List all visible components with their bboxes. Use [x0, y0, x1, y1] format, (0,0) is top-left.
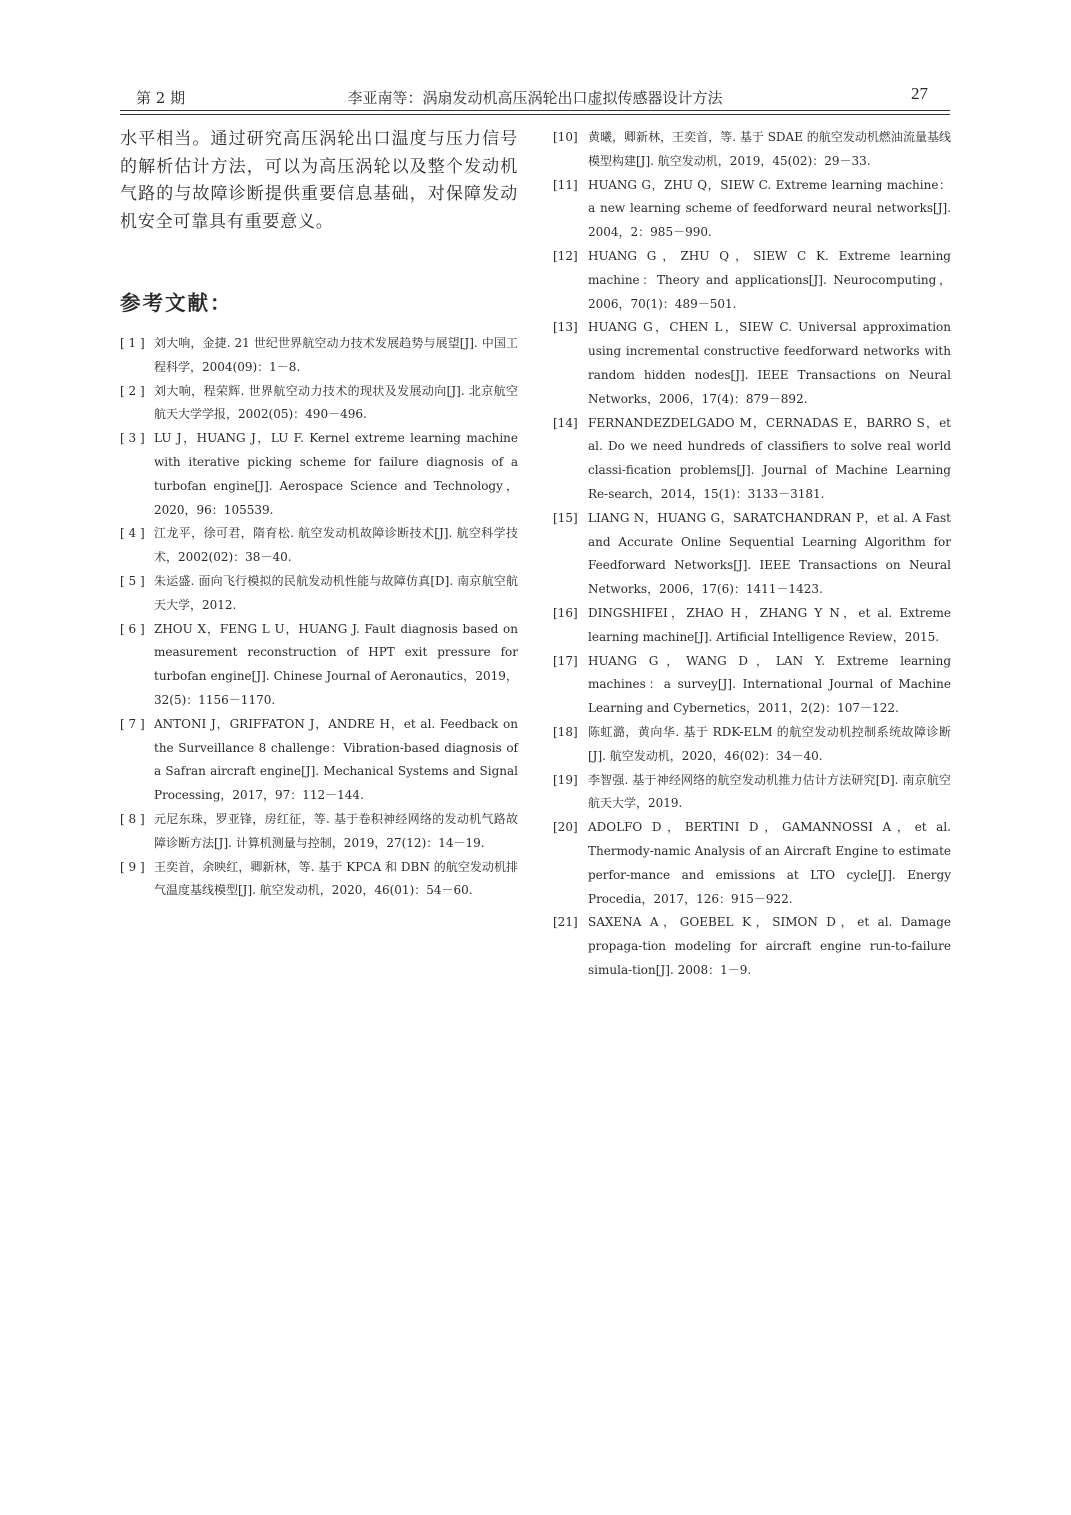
- reference-number: [12]: [553, 248, 578, 263]
- right-column: [553, 126, 951, 983]
- reference-item: [553, 507, 951, 602]
- reference-item: [120, 808, 518, 856]
- reference-number: [ 4 ]: [120, 526, 145, 541]
- reference-text: SAXENA A，GOEBEL K，SIMON D，et al. Damage propaga-tion modeling for aircraft engine run-to-failure simula-tion[J]. 2008：1－9.: [588, 915, 951, 977]
- reference-text: HUANG G，ZHU Q，SIEW C. Extreme learning machine：a new learning scheme of feedforward neural networks[J]. 2004，2：985－990.: [588, 177, 951, 240]
- issue-label: 第 2 期: [136, 89, 186, 107]
- reference-text: 刘大响，程荣辉. 世界航空动力技术的现状及发展动向[J]. 北京航空航天大学学报，2002(05)：490－496.: [154, 383, 518, 422]
- reference-text: 陈虹潞，黄向华. 基于 RDK-ELM 的航空发动机控制系统故障诊断[J]. 航空发动机，2020，46(02)：34－40.: [588, 724, 951, 763]
- reference-text: 王奕首，余映红，卿新林，等. 基于 KPCA 和 DBN 的航空发动机排气温度基线模型[J]. 航空发动机，2020，46(01)：54－60.: [154, 859, 518, 898]
- reference-number: [17]: [553, 653, 578, 668]
- reference-text: HUANG G，WANG D，LAN Y. Extreme learning machines：a survey[J]. International Journal of Machine Learning and Cybernetics，2011，2(2)：107－122.: [588, 653, 951, 716]
- header-rule-thick: [120, 110, 950, 111]
- reference-item: [553, 316, 951, 411]
- header-rule-thin: [120, 114, 950, 115]
- reference-item: [553, 174, 951, 245]
- reference-item: [553, 911, 951, 982]
- page-number: 27: [911, 84, 928, 103]
- references-heading: 参考文献：: [120, 291, 233, 315]
- reference-text: ADOLFO D，BERTINI D，GAMANNOSSI A，et al. Thermody-namic Analysis of an Aircraft Engine to estimate perfor-mance and emissions at LTO cycle[J]. Energy Procedia，2017，126：915－922.: [588, 820, 951, 906]
- reference-number: [ 1 ]: [120, 336, 145, 350]
- reference-item: [553, 602, 951, 650]
- reference-number: [20]: [553, 820, 578, 835]
- reference-item: [120, 427, 518, 522]
- reference-text: ZHOU X，FENG L U，HUANG J. Fault diagnosis based on measurement reconstruction of HPT exit pressure for turbofan engine[J]. Chinese Journal of Aeronautics，2019，32(5)：1156－1170.: [154, 621, 518, 707]
- reference-text: LU J，HUANG J，LU F. Kernel extreme learning machine with iterative picking scheme for failure diagnosis of a turbofan engine[J]. Aerospace Science and Technology，2020，96：105539.: [154, 431, 518, 517]
- reference-number: [13]: [553, 320, 578, 335]
- reference-text: FERNANDEZDELGADO M，CERNADAS E，BARRO S，et al. Do we need hundreds of classifiers to solve real world classi-fication problems[J]. Journal of Machine Learning Re-search，2014，15(1)：3133－3181.: [588, 415, 951, 501]
- reference-item: [553, 721, 951, 769]
- reference-item: [120, 618, 518, 713]
- reference-text: 李智强. 基于神经网络的航空发动机推力估计方法研究[D]. 南京航空航天大学，2019.: [588, 772, 951, 811]
- reference-text: LIANG N，HUANG G，SARATCHANDRAN P，et al. A Fast and Accurate Online Sequential Learning Algorithm for Feedforward Networks[J]. IEEE Transactions on Neural Networks，2006，17(6)：1411－1423.: [588, 510, 951, 597]
- references-list-right: [553, 126, 951, 983]
- reference-number: [ 5 ]: [120, 573, 145, 588]
- reference-number: [ 8 ]: [120, 811, 145, 826]
- reference-text: 朱运盛. 面向飞行模拟的民航发动机性能与故障仿真[D]. 南京航空航天大学，2012.: [154, 573, 518, 612]
- reference-number: [ 7 ]: [120, 716, 145, 731]
- reference-item: [120, 856, 518, 904]
- running-title: 李亚南等：涡扇发动机高压涡轮出口虚拟传感器设计方法: [347, 89, 723, 107]
- reference-number: [ 9 ]: [120, 859, 145, 874]
- reference-item: [553, 412, 951, 507]
- reference-item: [120, 522, 518, 570]
- reference-item: [120, 332, 518, 380]
- reference-text: ANTONI J，GRIFFATON J，ANDRE H，et al. Feedback on the Surveillance 8 challenge：Vibration-based diagnosis of a Safran aircraft engine[J]. Mechanical Systems and Signal Processing，2017，97：112－144.: [154, 716, 518, 803]
- reference-text: HUANG G，ZHU Q，SIEW C K. Extreme learning machine：Theory and applications[J]. Neurocomputing，2006，70(1)：489－501.: [588, 248, 951, 311]
- reference-item: [120, 713, 518, 808]
- reference-text: 黄曦，卿新林，王奕首，等. 基于 SDAE 的航空发动机燃油流量基线模型构建[J]. 航空发动机，2019，45(02)：29－33.: [588, 130, 951, 168]
- reference-number: [14]: [553, 415, 578, 430]
- reference-text: 江龙平，徐可君，隋育松. 航空发动机故障诊断技术[J]. 航空科学技术，2002(02)：38－40.: [154, 526, 518, 565]
- body-paragraph: 水平相当。通过研究高压涡轮出口温度与压力信号的解析估计方法，可以为高压涡轮以及整个发动机气路的与故障诊断提供重要信息基础，对保障发动机安全可靠具有重要意义。: [120, 129, 518, 232]
- reference-item: [120, 570, 518, 618]
- reference-number: [ 2 ]: [120, 383, 145, 398]
- reference-item: [553, 126, 951, 174]
- left-column: [120, 126, 518, 903]
- reference-item: [553, 769, 951, 817]
- reference-number: [21]: [553, 915, 578, 930]
- reference-number: [18]: [553, 724, 578, 739]
- reference-number: [15]: [553, 510, 578, 525]
- references-list-left: [120, 332, 518, 903]
- reference-item: [120, 380, 518, 428]
- reference-text: 元尼东珠，罗亚锋，房红征，等. 基于卷积神经网络的发动机气路故障诊断方法[J]. 计算机测量与控制，2019，27(12)：14－19.: [154, 811, 518, 850]
- reference-number: [16]: [553, 605, 578, 620]
- reference-item: [553, 650, 951, 721]
- reference-number: [11]: [553, 177, 578, 192]
- reference-text: DINGSHIFEI，ZHAO H，ZHANG Y N，et al. Extreme learning machine[J]. Artificial Intelligence Review，2015.: [588, 605, 951, 644]
- reference-item: [553, 816, 951, 911]
- reference-text: HUANG G，CHEN L，SIEW C. Universal approximation using incremental constructive feedforward networks with random hidden nodes[J]. IEEE Transactions on Neural Networks，2006，17(4)：879－892.: [588, 320, 951, 406]
- reference-item: [553, 245, 951, 316]
- reference-number: [10]: [553, 130, 578, 144]
- reference-number: [ 3 ]: [120, 431, 145, 446]
- reference-text: 刘大响，金捷. 21 世纪世界航空动力技术发展趋势与展望[J]. 中国工程科学，2004(09)：1－8.: [154, 336, 518, 374]
- reference-number: [ 6 ]: [120, 621, 145, 636]
- running-header: [120, 84, 950, 108]
- reference-number: [19]: [553, 772, 578, 787]
